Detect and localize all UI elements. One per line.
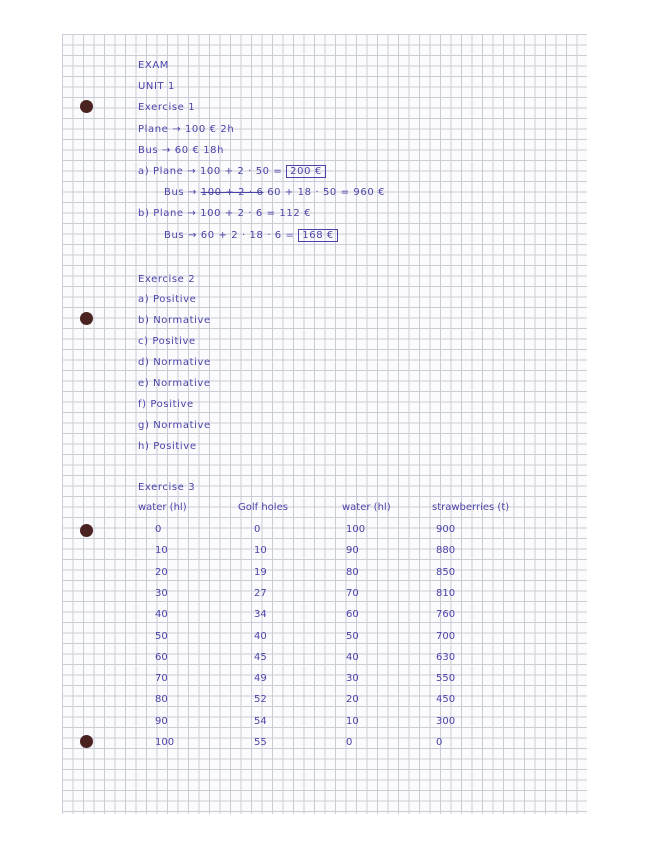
binder-hole	[80, 312, 93, 325]
table-cell: 80	[155, 694, 168, 706]
table-cell: 10	[346, 715, 359, 727]
answer-b-bus	[164, 230, 338, 241]
table-cell: 80	[346, 566, 359, 578]
table-cell: 40	[254, 630, 267, 642]
answer-a-plane-expr: a) Plane → 100 + 2 · 50 =	[138, 166, 283, 177]
table-cell: 760	[436, 609, 456, 621]
answer-a-bus-label: Bus →	[164, 187, 197, 198]
plane-line: Plane → 100 € 2h	[138, 124, 235, 135]
answer-a-bus-struck: 100 + 2 · 6	[200, 187, 264, 198]
table-cell: 880	[436, 545, 456, 557]
binder-hole	[80, 524, 93, 537]
table-cell: 30	[346, 673, 359, 685]
table-cell: 0	[155, 524, 162, 535]
table-cell: 20	[346, 694, 359, 706]
table-cell: 100	[346, 524, 366, 535]
table-cell: 90	[155, 715, 168, 727]
table-cell: 300	[436, 715, 456, 727]
answer-b-bus-result: 168 €	[298, 229, 338, 242]
table-cell: 0	[436, 737, 443, 748]
table-cell: 60	[155, 651, 168, 663]
table-cell: 45	[254, 651, 267, 663]
answer-a-bus-expr: 60 + 18 · 50 = 960 €	[267, 187, 386, 198]
table-cell: 34	[254, 609, 267, 621]
exercise2-item: c) Positive	[138, 336, 196, 347]
exercise2-item: b) Normative	[138, 315, 211, 326]
table-cell: 0	[254, 524, 261, 535]
table-cell: 100	[155, 737, 175, 748]
table-cell: 70	[155, 673, 168, 685]
table-cell: 54	[254, 715, 267, 727]
table-cell: 630	[436, 651, 456, 663]
answer-a-plane-result: 200 €	[286, 165, 326, 178]
table-cell: 40	[346, 651, 359, 663]
table-cell: 20	[155, 566, 168, 578]
table-cell: 52	[254, 694, 267, 706]
table-cell: 450	[436, 694, 456, 706]
table-cell: 810	[436, 587, 456, 599]
table-cell: 10	[155, 545, 168, 557]
exam-title: EXAM	[138, 60, 170, 71]
table-header-cell: water (hl)	[342, 502, 391, 513]
table-cell: 10	[254, 545, 267, 557]
table-cell: 700	[436, 630, 456, 642]
table-cell: 27	[254, 587, 267, 599]
table-cell: 40	[155, 609, 168, 621]
table-header-cell: Golf holes	[238, 502, 288, 513]
answer-a-bus	[164, 187, 385, 198]
answer-a-plane	[138, 166, 326, 177]
exercise2-item: h) Positive	[138, 441, 197, 452]
table-cell: 900	[436, 524, 456, 535]
table-cell: 49	[254, 673, 267, 685]
answer-b-plane: b) Plane → 100 + 2 · 6 = 112 €	[138, 208, 312, 219]
exercise2-item: f) Positive	[138, 399, 194, 410]
bus-line: Bus → 60 € 18h	[138, 145, 225, 156]
table-cell: 90	[346, 545, 359, 557]
table-cell: 850	[436, 566, 456, 578]
exercise1-title: Exercise 1	[138, 102, 196, 113]
table-cell: 70	[346, 587, 359, 599]
exercise2-item: e) Normative	[138, 378, 211, 389]
exercise2-item: g) Normative	[138, 420, 211, 431]
table-cell: 50	[155, 630, 168, 642]
unit-label: UNIT 1	[138, 81, 175, 92]
table-cell: 50	[346, 630, 359, 642]
table-cell: 60	[346, 609, 359, 621]
table-header-cell: water (hl)	[138, 502, 187, 513]
table-cell: 55	[254, 737, 267, 748]
table-cell: 30	[155, 587, 168, 599]
answer-b-bus-expr: Bus → 60 + 2 · 18 · 6 =	[164, 230, 295, 241]
exercise2-title: Exercise 2	[138, 274, 196, 285]
binder-hole	[80, 735, 93, 748]
binder-hole	[80, 100, 93, 113]
table-cell: 550	[436, 673, 456, 685]
exercise2-item: d) Normative	[138, 357, 211, 368]
exercise2-item: a) Positive	[138, 294, 197, 305]
table-header-cell: strawberries (t)	[432, 502, 510, 513]
table-cell: 19	[254, 566, 267, 578]
exercise3-title: Exercise 3	[138, 482, 196, 493]
table-cell: 0	[346, 737, 353, 748]
